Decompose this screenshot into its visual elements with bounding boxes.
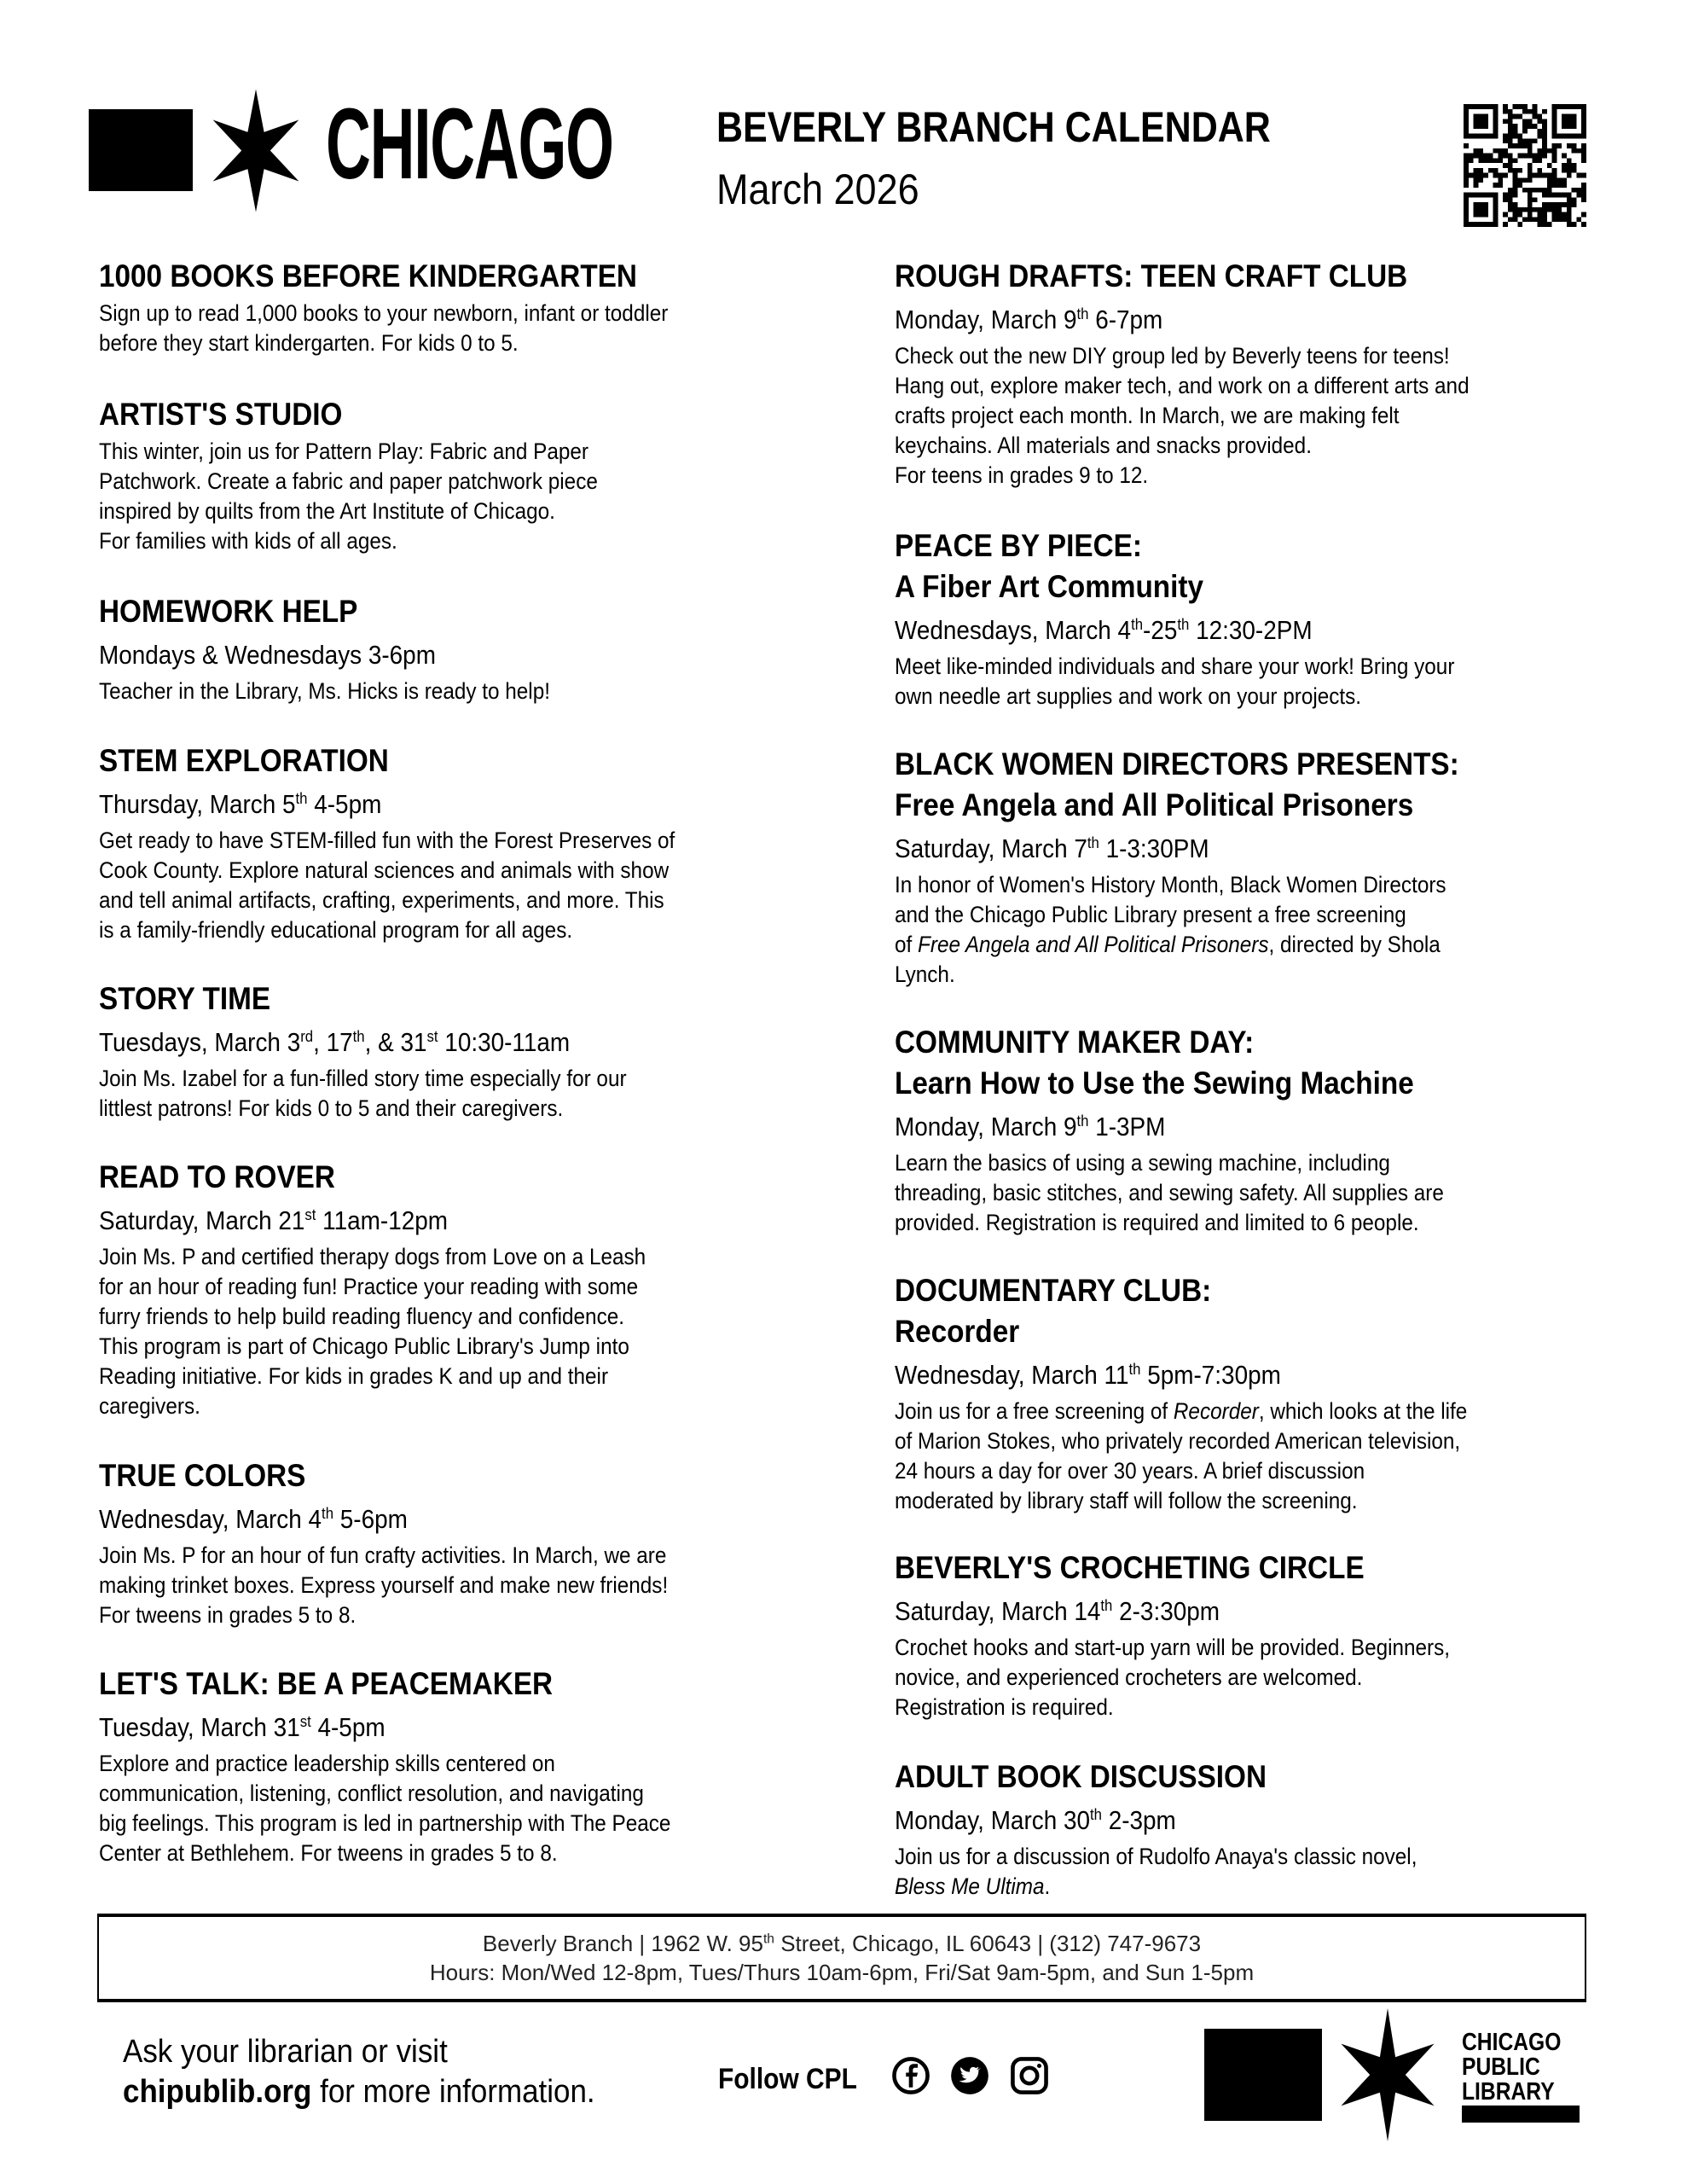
italic-title: Free Angela and All Political Prisoners bbox=[918, 932, 1269, 957]
ordinal-suffix: th bbox=[1089, 1804, 1102, 1823]
page-subtitle: March 2026 bbox=[716, 166, 919, 213]
branch-info-box bbox=[97, 1914, 1586, 2002]
event-title: COMMUNITY MAKER DAY: Learn How to Use the Sewing Machine bbox=[895, 1025, 1414, 1101]
event-date bbox=[99, 785, 813, 824]
event-section bbox=[99, 394, 815, 556]
text-segment: , 17 bbox=[313, 1027, 353, 1057]
text-segment: Join Ms. P for an hour of fun crafty activities. In March, we are making trinket boxes. Express yourself and make new friends! For tweens in grades 5 to 8. bbox=[99, 1542, 669, 1628]
ordinal-suffix: st bbox=[299, 1711, 311, 1730]
text-segment: Saturday, March 7 bbox=[895, 834, 1087, 863]
qr-code[interactable] bbox=[1464, 104, 1586, 227]
website-link[interactable]: chipublib.org bbox=[123, 2074, 312, 2110]
event-date bbox=[99, 1201, 813, 1240]
cpl-logo-text: CHICAGO PUBLIC LIBRARY bbox=[1462, 2029, 1562, 2106]
event-date bbox=[99, 1023, 813, 1062]
text-segment: , which looks at the life of Marion Stokes, who privately recorded American television, 24 hours a day for over 30 years. A brief discussion moderated by library staff will follow the screening. bbox=[895, 1398, 1468, 1513]
event-title: STEM EXPLORATION bbox=[99, 743, 389, 778]
event-title: BEVERLY'S CROCHETING CIRCLE bbox=[895, 1550, 1365, 1585]
text-segment: 1-3PM bbox=[1088, 1112, 1166, 1141]
event-description bbox=[895, 1842, 1609, 1902]
event-section bbox=[895, 256, 1611, 491]
ordinal-suffix: th bbox=[1177, 614, 1190, 633]
event-description bbox=[895, 1397, 1609, 1516]
event-description bbox=[99, 437, 813, 556]
instagram-icon[interactable] bbox=[1010, 2056, 1049, 2095]
ask-line: Ask your librarian or visit bbox=[123, 2034, 448, 2070]
text-segment: Tuesdays, March 3 bbox=[99, 1027, 301, 1057]
branch-hours: Hours: Mon/Wed 12-8pm, Tues/Thurs 10am-6pm, Fri/Sat 9am-5pm, and Sun 1-5pm bbox=[429, 1960, 1255, 1985]
event-section bbox=[895, 1022, 1611, 1238]
text-segment: Monday, March 30 bbox=[895, 1805, 1090, 1835]
event-date bbox=[99, 1708, 813, 1747]
italic-title: Bless Me Ultima bbox=[895, 1873, 1045, 1899]
text-segment: Saturday, March 14 bbox=[895, 1596, 1101, 1626]
text-segment: Sign up to read 1,000 books to your newborn, infant or toddler before they start kindergarten. For kids 0 to 5. bbox=[99, 300, 669, 356]
text-segment: Saturday, March 21 bbox=[99, 1205, 305, 1235]
event-description bbox=[895, 1633, 1609, 1722]
event-section bbox=[895, 1757, 1611, 1902]
event-section bbox=[895, 1270, 1611, 1516]
event-description bbox=[99, 1541, 813, 1630]
ordinal-suffix: st bbox=[426, 1026, 438, 1045]
event-title: READ TO ROVER bbox=[99, 1159, 335, 1194]
cpl-logo-block bbox=[1204, 2029, 1322, 2121]
text-segment: Join Ms. Izabel for a fun-filled story time especially for our littlest patrons! For kids 0 to 5 and their caregivers. bbox=[99, 1066, 627, 1121]
chicago-star-icon bbox=[205, 89, 307, 212]
text-segment: Mondays & Wednesdays 3-6pm bbox=[99, 640, 436, 670]
text-segment: This winter, join us for Pattern Play: Fabric and Paper Patchwork. Create a fabric and paper patchwork piece inspired by quilts from the Art Institute of Chicago. For families with kids of all ages. bbox=[99, 439, 598, 554]
text-segment: 2-3pm bbox=[1101, 1805, 1176, 1835]
event-date bbox=[895, 300, 1609, 340]
text-segment: Crochet hooks and start-up yarn will be provided. Beginners, novice, and experienced crocheters are welcomed. Registration is required. bbox=[895, 1635, 1451, 1720]
event-description bbox=[895, 1148, 1609, 1238]
event-title: 1000 BOOKS BEFORE KINDERGARTEN bbox=[99, 258, 637, 293]
text-segment: Street, Chicago, IL 60643 | (312) 747-9673 bbox=[774, 1931, 1202, 1956]
ordinal-suffix: th bbox=[1128, 1359, 1141, 1378]
ordinal-suffix: st bbox=[304, 1205, 316, 1223]
ordinal-suffix: th bbox=[1087, 833, 1099, 851]
text-segment: 4-5pm bbox=[310, 1712, 386, 1742]
event-title: TRUE COLORS bbox=[99, 1458, 306, 1493]
text-segment: Meet like-minded individuals and share your work! Bring your own needle art supplies and work on your projects. bbox=[895, 653, 1455, 709]
event-title: LET'S TALK: BE A PEACEMAKER bbox=[99, 1666, 554, 1701]
ask-line-rest: for more information. bbox=[311, 2074, 595, 2110]
ordinal-suffix: th bbox=[1100, 1595, 1113, 1614]
event-title: ADULT BOOK DISCUSSION bbox=[895, 1759, 1267, 1794]
text-segment: 12:30-2PM bbox=[1189, 615, 1313, 645]
text-segment: Monday, March 9 bbox=[895, 305, 1077, 334]
facebook-icon[interactable] bbox=[891, 2056, 930, 2095]
event-date bbox=[895, 1107, 1609, 1147]
ordinal-suffix: th bbox=[1131, 614, 1144, 633]
text-segment: 10:30-11am bbox=[438, 1027, 571, 1057]
event-title: ROUGH DRAFTS: TEEN CRAFT CLUB bbox=[895, 258, 1408, 293]
text-segment: Learn the basics of using a sewing machine, including threading, basic stitches, and sewing safety. All supplies are provided. Registration is required and limited to 6 people. bbox=[895, 1150, 1444, 1235]
event-date bbox=[895, 1801, 1609, 1840]
text-segment: Tuesday, March 31 bbox=[99, 1712, 300, 1742]
event-title: BLACK WOMEN DIRECTORS PRESENTS: Free Angela and All Political Prisoners bbox=[895, 746, 1459, 822]
text-segment: Wednesdays, March 4 bbox=[895, 615, 1132, 645]
event-description bbox=[99, 677, 813, 706]
event-description bbox=[99, 299, 813, 358]
text-segment: Beverly Branch | 1962 W. 95 bbox=[482, 1931, 763, 1956]
italic-title: Recorder bbox=[1173, 1398, 1259, 1424]
event-title: PEACE BY PIECE: A Fiber Art Community bbox=[895, 528, 1203, 604]
event-title: ARTIST'S STUDIO bbox=[99, 397, 343, 432]
text-segment: Wednesday, March 11 bbox=[895, 1360, 1129, 1390]
follow-cpl-label: Follow CPL bbox=[718, 2063, 857, 2095]
chicago-logo-text: CHICAGO bbox=[326, 88, 613, 200]
page-title: BEVERLY BRANCH CALENDAR bbox=[716, 103, 1271, 151]
event-section bbox=[99, 741, 815, 945]
text-segment: , & 31 bbox=[364, 1027, 427, 1057]
event-title: STORY TIME bbox=[99, 981, 271, 1016]
event-date bbox=[895, 829, 1609, 868]
text-segment: , directed by Shola Lynch. bbox=[895, 932, 1441, 987]
event-date bbox=[99, 1500, 813, 1539]
event-description bbox=[99, 1749, 813, 1868]
event-section bbox=[99, 979, 815, 1124]
ordinal-suffix: th bbox=[1076, 304, 1089, 322]
text-segment: 4-5pm bbox=[307, 789, 382, 819]
ordinal-suffix: th bbox=[322, 1503, 334, 1522]
cpl-star-icon bbox=[1332, 2007, 1443, 2143]
event-date bbox=[895, 1356, 1609, 1395]
event-description bbox=[895, 870, 1609, 990]
text-segment: Check out the new DIY group led by Beverly teens for teens! Hang out, explore maker tech, and work on a different arts and crafts project each month. In March, we are making felt keychains. All materials and snacks provided. For teens in grades 9 to 12. bbox=[895, 343, 1470, 488]
cpl-logo-bar bbox=[1462, 2106, 1580, 2123]
text-segment: Get ready to have STEM-filled fun with the Forest Preserves of Cook County. Explore natural sciences and animals with show and tell animal artifacts, crafting, experiments, and more. This is a family-friendly educational program for all ages. bbox=[99, 828, 675, 943]
event-description bbox=[895, 341, 1609, 491]
event-description bbox=[99, 1242, 813, 1421]
ordinal-suffix: rd bbox=[300, 1026, 314, 1045]
event-section bbox=[99, 1157, 815, 1421]
ordinal-suffix: th bbox=[1076, 1111, 1089, 1130]
event-section bbox=[99, 591, 815, 706]
event-section bbox=[895, 1548, 1611, 1722]
event-date bbox=[99, 636, 813, 675]
event-description bbox=[99, 1064, 813, 1124]
event-section bbox=[99, 1455, 815, 1630]
text-segment: Join Ms. P and certified therapy dogs from Love on a Leash for an hour of reading fun! Practice your reading with some furry friends to help build reading fluency and confidence. This program is part of Chicago Public Library's Jump into Reading initiative. For kids in grades K and up and their caregivers. bbox=[99, 1244, 646, 1419]
ask-librarian-text bbox=[123, 2032, 595, 2112]
branch-address bbox=[99, 1929, 1585, 1958]
event-section bbox=[895, 526, 1611, 712]
text-segment: Monday, March 9 bbox=[895, 1112, 1077, 1141]
text-segment: 11am-12pm bbox=[316, 1205, 448, 1235]
text-segment: In honor of Women's History Month, Black Women Directors and the Chicago Public Library present a free screening of bbox=[895, 872, 1446, 957]
event-description bbox=[99, 826, 813, 945]
text-segment: Explore and practice leadership skills centered on communication, listening, conflict resolution, and navigating big feelings. This program is led in partnership with The Peace Center at Bethlehem. For tweens in grades 5 to 8. bbox=[99, 1751, 671, 1866]
event-date bbox=[895, 1592, 1609, 1631]
event-date bbox=[895, 611, 1609, 650]
text-segment: 2-3:30pm bbox=[1112, 1596, 1220, 1626]
event-section bbox=[99, 1664, 815, 1868]
text-segment: Teacher in the Library, Ms. Hicks is ready to help! bbox=[99, 678, 550, 704]
text-segment: Join us for a discussion of Rudolfo Anaya's classic novel, bbox=[895, 1844, 1417, 1869]
text-segment: 1-3:30PM bbox=[1099, 834, 1209, 863]
text-segment: Wednesday, March 4 bbox=[99, 1504, 322, 1534]
text-segment: Thursday, March 5 bbox=[99, 789, 296, 819]
text-segment: 5pm-7:30pm bbox=[1140, 1360, 1281, 1390]
event-description bbox=[895, 652, 1609, 712]
text-segment: Join us for a free screening of bbox=[895, 1398, 1174, 1424]
text-segment: . bbox=[1044, 1873, 1051, 1899]
ordinal-suffix: th bbox=[352, 1026, 365, 1045]
ordinal-suffix: th bbox=[295, 788, 308, 807]
text-segment: 5-6pm bbox=[333, 1504, 408, 1534]
chicago-logo-block bbox=[89, 109, 193, 191]
text-segment: 6-7pm bbox=[1088, 305, 1163, 334]
event-title: DOCUMENTARY CLUB: Recorder bbox=[895, 1273, 1212, 1349]
event-section bbox=[895, 744, 1611, 990]
text-segment: -25 bbox=[1143, 615, 1178, 645]
event-title: HOMEWORK HELP bbox=[99, 594, 358, 629]
twitter-icon[interactable] bbox=[950, 2056, 989, 2095]
ordinal-suffix: th bbox=[762, 1931, 774, 1947]
event-section bbox=[99, 256, 815, 358]
